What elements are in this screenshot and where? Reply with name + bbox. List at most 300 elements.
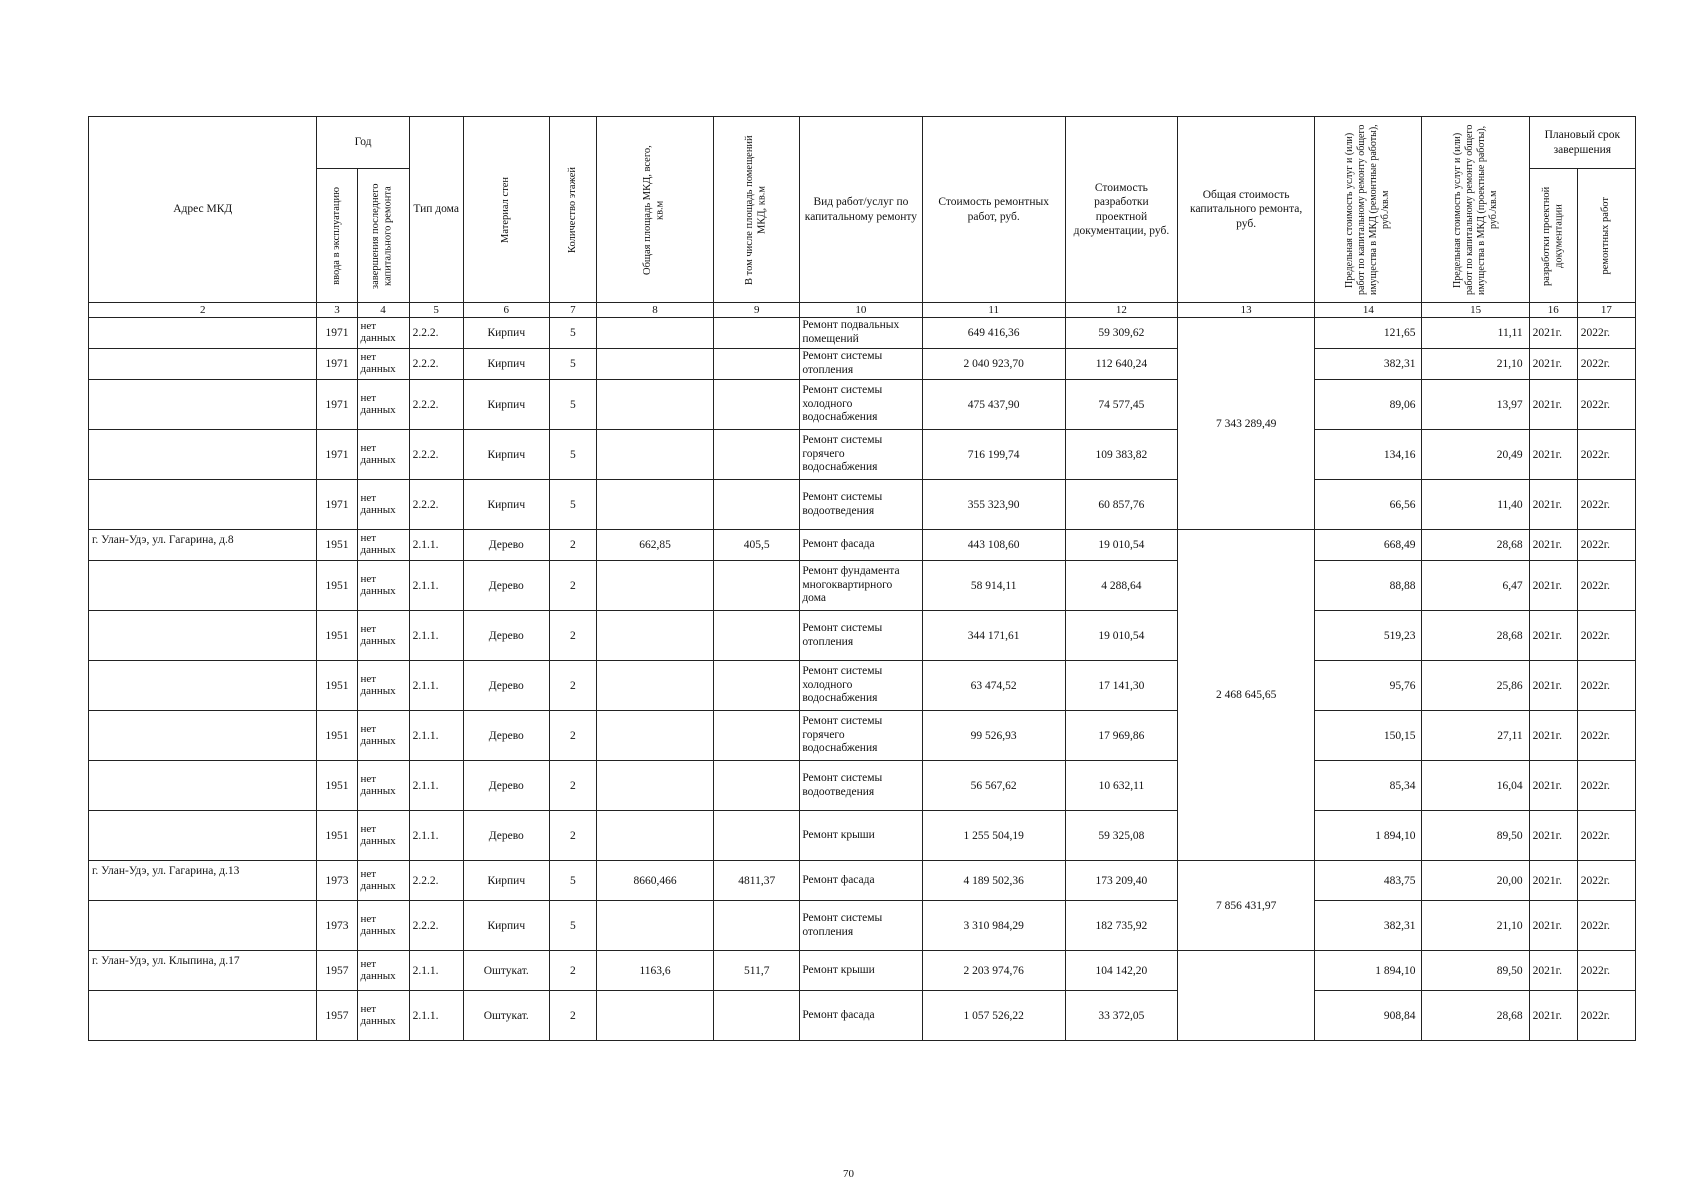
work-type-cell: Ремонт системы отопления <box>800 349 922 380</box>
deadline-design-cell: 2021г. <box>1529 530 1577 561</box>
column-number: 7 <box>549 303 596 318</box>
floors-cell: 2 <box>549 711 596 761</box>
total-area-cell <box>596 661 713 711</box>
limit-design-cell: 28,68 <box>1422 611 1529 661</box>
column-number: 16 <box>1529 303 1577 318</box>
limit-design-cell: 20,00 <box>1422 861 1529 901</box>
premises-area-label: В том числе площадь помещений МКД, кв.м <box>744 134 768 285</box>
limit-repair-cell: 908,84 <box>1315 991 1422 1041</box>
limit-design-cell: 11,11 <box>1422 318 1529 349</box>
year-last-repair-cell: нет данных <box>357 711 409 761</box>
limit-design-cell: 25,86 <box>1422 661 1529 711</box>
year-last-repair-cell: нет данных <box>357 901 409 951</box>
deadline-repair-cell: 2022г. <box>1577 811 1635 861</box>
page-number: 70 <box>843 1168 854 1180</box>
limit-repair-cell: 134,16 <box>1315 430 1422 480</box>
premises-area-cell: 511,7 <box>714 951 800 991</box>
col-work-type: Вид работ/услуг по капитальному ремонту <box>800 117 922 303</box>
limit-design-cell: 89,50 <box>1422 951 1529 991</box>
limit-repair-cell: 382,31 <box>1315 901 1422 951</box>
year-commission-cell: 1951 <box>317 761 357 811</box>
repair-cost-cell: 3 310 984,29 <box>922 901 1065 951</box>
house-type-cell: 2.2.2. <box>409 901 463 951</box>
floors-cell: 2 <box>549 811 596 861</box>
address-cell <box>89 611 317 661</box>
table-row <box>89 349 1636 380</box>
table-row <box>89 661 1636 711</box>
deadline-design-label: разработки проектной документации <box>1540 185 1565 286</box>
year-last-repair-cell: нет данных <box>357 761 409 811</box>
wall-material-cell: Дерево <box>463 561 549 611</box>
wall-material-cell: Кирпич <box>463 480 549 530</box>
deadline-repair-cell: 2022г. <box>1577 430 1635 480</box>
total-cost-cell: 7 343 289,49 <box>1178 318 1315 530</box>
wall-material-cell: Кирпич <box>463 861 549 901</box>
work-type-cell: Ремонт фасада <box>800 530 922 561</box>
repair-cost-cell: 475 437,90 <box>922 380 1065 430</box>
house-type-cell: 2.2.2. <box>409 380 463 430</box>
deadline-repair-cell: 2022г. <box>1577 530 1635 561</box>
design-cost-cell: 112 640,24 <box>1065 349 1177 380</box>
repair-cost-cell: 2 040 923,70 <box>922 349 1065 380</box>
limit-repair-cell: 1 894,10 <box>1315 811 1422 861</box>
house-type-cell: 2.1.1. <box>409 811 463 861</box>
column-number: 14 <box>1315 303 1422 318</box>
col-total-cost: Общая стоимость капитального ремонта, руб. <box>1178 117 1315 303</box>
address-cell <box>89 901 317 951</box>
year-commission-cell: 1951 <box>317 561 357 611</box>
deadline-repair-cell: 2022г. <box>1577 991 1635 1041</box>
design-cost-cell: 59 325,08 <box>1065 811 1177 861</box>
table-row <box>89 761 1636 811</box>
house-type-cell: 2.1.1. <box>409 530 463 561</box>
year-last-repair-cell: нет данных <box>357 530 409 561</box>
address-cell <box>89 561 317 611</box>
col-design-cost: Стоимость разработки проектной документации, руб. <box>1065 117 1177 303</box>
deadline-design-cell: 2021г. <box>1529 318 1577 349</box>
design-cost-cell: 74 577,45 <box>1065 380 1177 430</box>
year-commission-cell: 1951 <box>317 530 357 561</box>
table-row <box>89 951 1636 991</box>
column-number: 3 <box>317 303 357 318</box>
house-type-cell: 2.1.1. <box>409 661 463 711</box>
total-cost-cell: 2 468 645,65 <box>1178 530 1315 861</box>
design-cost-cell: 173 209,40 <box>1065 861 1177 901</box>
col-deadline-group: Плановый срок завершения <box>1529 117 1635 169</box>
address-cell <box>89 380 317 430</box>
house-type-cell: 2.1.1. <box>409 951 463 991</box>
year-last-repair-cell: нет данных <box>357 561 409 611</box>
total-area-cell: 1163,6 <box>596 951 713 991</box>
limit-repair-label: Предельная стоимость услуг и (или) работ по капитальному ремонту общего имущества в МКД (ремонтные работы), руб./кв.м <box>1344 124 1392 295</box>
col-year-commission <box>317 169 357 303</box>
limit-design-cell: 6,47 <box>1422 561 1529 611</box>
house-type-cell: 2.1.1. <box>409 991 463 1041</box>
deadline-design-cell: 2021г. <box>1529 561 1577 611</box>
repair-cost-cell: 99 526,93 <box>922 711 1065 761</box>
year-commission-cell: 1951 <box>317 611 357 661</box>
work-type-cell: Ремонт системы водоотведения <box>800 480 922 530</box>
deadline-design-cell: 2021г. <box>1529 811 1577 861</box>
column-number: 6 <box>463 303 549 318</box>
limit-design-cell: 16,04 <box>1422 761 1529 811</box>
table-row <box>89 480 1636 530</box>
work-type-cell: Ремонт системы водоотведения <box>800 761 922 811</box>
floors-cell: 2 <box>549 661 596 711</box>
house-type-cell: 2.1.1. <box>409 561 463 611</box>
design-cost-cell: 182 735,92 <box>1065 901 1177 951</box>
year-commission-label: ввода в эксплуатацию <box>330 186 342 285</box>
deadline-design-cell: 2021г. <box>1529 611 1577 661</box>
col-deadline-repair <box>1577 169 1635 303</box>
premises-area-cell <box>714 761 800 811</box>
total-area-cell <box>596 349 713 380</box>
year-commission-cell: 1951 <box>317 661 357 711</box>
limit-repair-cell: 85,34 <box>1315 761 1422 811</box>
year-commission-cell: 1973 <box>317 861 357 901</box>
table-row <box>89 861 1636 901</box>
limit-design-cell: 21,10 <box>1422 349 1529 380</box>
total-area-cell <box>596 480 713 530</box>
col-floors <box>549 117 596 303</box>
deadline-repair-cell: 2022г. <box>1577 951 1635 991</box>
work-type-cell: Ремонт подвальных помещений <box>800 318 922 349</box>
year-commission-cell: 1971 <box>317 480 357 530</box>
year-commission-cell: 1951 <box>317 811 357 861</box>
work-type-cell: Ремонт крыши <box>800 811 922 861</box>
limit-repair-cell: 519,23 <box>1315 611 1422 661</box>
deadline-design-cell: 2021г. <box>1529 661 1577 711</box>
premises-area-cell <box>714 318 800 349</box>
total-area-cell <box>596 318 713 349</box>
total-area-cell <box>596 711 713 761</box>
repair-cost-cell: 443 108,60 <box>922 530 1065 561</box>
col-year-last-repair <box>357 169 409 303</box>
address-cell <box>89 349 317 380</box>
table-row <box>89 318 1636 349</box>
year-last-repair-cell: нет данных <box>357 380 409 430</box>
limit-repair-cell: 1 894,10 <box>1315 951 1422 991</box>
year-last-repair-cell: нет данных <box>357 951 409 991</box>
limit-design-cell: 28,68 <box>1422 530 1529 561</box>
deadline-design-cell: 2021г. <box>1529 761 1577 811</box>
deadline-design-cell: 2021г. <box>1529 380 1577 430</box>
total-area-cell <box>596 561 713 611</box>
limit-repair-cell: 150,15 <box>1315 711 1422 761</box>
limit-design-cell: 11,40 <box>1422 480 1529 530</box>
work-type-cell: Ремонт системы горячего водоснабжения <box>800 430 922 480</box>
limit-repair-cell: 668,49 <box>1315 530 1422 561</box>
work-type-cell: Ремонт крыши <box>800 951 922 991</box>
repair-cost-cell: 1 057 526,22 <box>922 991 1065 1041</box>
address-cell <box>89 761 317 811</box>
column-number: 11 <box>922 303 1065 318</box>
total-area-cell <box>596 761 713 811</box>
address-cell: г. Улан-Удэ, ул. Клыпина, д.17 <box>89 951 317 991</box>
limit-repair-cell: 89,06 <box>1315 380 1422 430</box>
deadline-repair-cell: 2022г. <box>1577 480 1635 530</box>
column-number-row <box>89 303 1636 318</box>
year-commission-cell: 1973 <box>317 901 357 951</box>
repair-cost-cell: 355 323,90 <box>922 480 1065 530</box>
work-type-cell: Ремонт системы холодного водоснабжения <box>800 380 922 430</box>
house-type-cell: 2.1.1. <box>409 761 463 811</box>
year-last-repair-label: завершения последнего капитального ремонта <box>370 182 395 289</box>
premises-area-cell <box>714 901 800 951</box>
limit-design-cell: 27,11 <box>1422 711 1529 761</box>
deadline-design-cell: 2021г. <box>1529 951 1577 991</box>
year-last-repair-cell: нет данных <box>357 430 409 480</box>
repair-cost-cell: 1 255 504,19 <box>922 811 1065 861</box>
floors-cell: 5 <box>549 861 596 901</box>
repair-cost-cell: 649 416,36 <box>922 318 1065 349</box>
wall-material-cell: Дерево <box>463 661 549 711</box>
design-cost-cell: 4 288,64 <box>1065 561 1177 611</box>
design-cost-cell: 19 010,54 <box>1065 530 1177 561</box>
premises-area-cell: 4811,37 <box>714 861 800 901</box>
address-cell <box>89 811 317 861</box>
premises-area-cell <box>714 711 800 761</box>
year-commission-cell: 1971 <box>317 380 357 430</box>
column-number: 8 <box>596 303 713 318</box>
repair-cost-cell: 344 171,61 <box>922 611 1065 661</box>
wall-material-cell: Дерево <box>463 530 549 561</box>
limit-design-cell: 13,97 <box>1422 380 1529 430</box>
wall-material-cell: Кирпич <box>463 430 549 480</box>
wall-material-cell: Кирпич <box>463 318 549 349</box>
floors-cell: 5 <box>549 480 596 530</box>
year-commission-cell: 1951 <box>317 711 357 761</box>
design-cost-cell: 59 309,62 <box>1065 318 1177 349</box>
total-area-cell <box>596 380 713 430</box>
repair-cost-cell: 56 567,62 <box>922 761 1065 811</box>
house-type-cell: 2.2.2. <box>409 430 463 480</box>
deadline-design-cell: 2021г. <box>1529 901 1577 951</box>
deadline-repair-cell: 2022г. <box>1577 861 1635 901</box>
floors-cell: 5 <box>549 349 596 380</box>
address-cell: г. Улан-Удэ, ул. Гагарина, д.8 <box>89 530 317 561</box>
column-number: 9 <box>714 303 800 318</box>
floors-cell: 5 <box>549 901 596 951</box>
wall-material-cell: Оштукат. <box>463 951 549 991</box>
year-last-repair-cell: нет данных <box>357 349 409 380</box>
table-row <box>89 901 1636 951</box>
wall-material-cell: Кирпич <box>463 380 549 430</box>
wall-material-cell: Дерево <box>463 611 549 661</box>
deadline-repair-cell: 2022г. <box>1577 349 1635 380</box>
table-row <box>89 430 1636 480</box>
address-cell <box>89 661 317 711</box>
limit-design-cell: 20,49 <box>1422 430 1529 480</box>
table-row <box>89 561 1636 611</box>
work-type-cell: Ремонт системы отопления <box>800 611 922 661</box>
table-row <box>89 380 1636 430</box>
floors-cell: 2 <box>549 611 596 661</box>
total-area-cell <box>596 991 713 1041</box>
column-number: 17 <box>1577 303 1635 318</box>
deadline-design-cell: 2021г. <box>1529 991 1577 1041</box>
wall-material-cell: Дерево <box>463 761 549 811</box>
design-cost-cell: 17 141,30 <box>1065 661 1177 711</box>
table-row <box>89 711 1636 761</box>
house-type-cell: 2.2.2. <box>409 861 463 901</box>
limit-repair-cell: 483,75 <box>1315 861 1422 901</box>
wall-material-cell: Дерево <box>463 711 549 761</box>
premises-area-cell <box>714 349 800 380</box>
year-commission-cell: 1971 <box>317 318 357 349</box>
table-row <box>89 530 1636 561</box>
total-area-cell <box>596 430 713 480</box>
table-body <box>89 318 1636 1041</box>
house-type-cell: 2.1.1. <box>409 711 463 761</box>
limit-design-label: Предельная стоимость услуг и (или) работ по капитальному ремонту общего имущества в МКД (проектные работы), руб./кв.м <box>1451 124 1499 295</box>
wall-material-cell: Кирпич <box>463 349 549 380</box>
premises-area-cell <box>714 430 800 480</box>
deadline-design-cell: 2021г. <box>1529 861 1577 901</box>
total-area-cell <box>596 901 713 951</box>
total-cost-cell <box>1178 951 1315 1041</box>
deadline-repair-cell: 2022г. <box>1577 318 1635 349</box>
work-type-cell: Ремонт системы отопления <box>800 901 922 951</box>
year-last-repair-cell: нет данных <box>357 611 409 661</box>
deadline-design-cell: 2021г. <box>1529 430 1577 480</box>
repair-cost-cell: 4 189 502,36 <box>922 861 1065 901</box>
col-wall-material <box>463 117 549 303</box>
col-deadline-design <box>1529 169 1577 303</box>
deadline-design-cell: 2021г. <box>1529 480 1577 530</box>
deadline-repair-cell: 2022г. <box>1577 380 1635 430</box>
repair-cost-cell: 58 914,11 <box>922 561 1065 611</box>
wall-material-cell: Оштукат. <box>463 991 549 1041</box>
house-type-cell: 2.2.2. <box>409 318 463 349</box>
wall-material-cell: Кирпич <box>463 901 549 951</box>
floors-cell: 2 <box>549 951 596 991</box>
total-area-cell: 662,85 <box>596 530 713 561</box>
deadline-repair-cell: 2022г. <box>1577 901 1635 951</box>
col-house-type: Тип дома <box>409 117 463 303</box>
year-last-repair-cell: нет данных <box>357 661 409 711</box>
floors-cell: 2 <box>549 761 596 811</box>
column-number: 10 <box>800 303 922 318</box>
work-type-cell: Ремонт фундамента многоквартирного дома <box>800 561 922 611</box>
deadline-repair-cell: 2022г. <box>1577 661 1635 711</box>
col-repair-cost: Стоимость ремонтных работ, руб. <box>922 117 1065 303</box>
year-commission-cell: 1957 <box>317 951 357 991</box>
design-cost-cell: 109 383,82 <box>1065 430 1177 480</box>
limit-design-cell: 89,50 <box>1422 811 1529 861</box>
column-number: 5 <box>409 303 463 318</box>
premises-area-cell <box>714 480 800 530</box>
year-last-repair-cell: нет данных <box>357 861 409 901</box>
table-row <box>89 811 1636 861</box>
col-limit-repair <box>1315 117 1422 303</box>
limit-design-cell: 28,68 <box>1422 991 1529 1041</box>
limit-repair-cell: 88,88 <box>1315 561 1422 611</box>
deadline-repair-label: ремонтных работ <box>1600 196 1612 275</box>
total-area-cell <box>596 611 713 661</box>
floors-cell: 5 <box>549 430 596 480</box>
deadline-repair-cell: 2022г. <box>1577 611 1635 661</box>
year-last-repair-cell: нет данных <box>357 318 409 349</box>
work-type-cell: Ремонт фасада <box>800 861 922 901</box>
address-cell <box>89 430 317 480</box>
design-cost-cell: 60 857,76 <box>1065 480 1177 530</box>
premises-area-cell: 405,5 <box>714 530 800 561</box>
design-cost-cell: 19 010,54 <box>1065 611 1177 661</box>
deadline-repair-cell: 2022г. <box>1577 561 1635 611</box>
column-number: 2 <box>89 303 317 318</box>
address-cell <box>89 711 317 761</box>
repair-cost-cell: 63 474,52 <box>922 661 1065 711</box>
limit-design-cell: 21,10 <box>1422 901 1529 951</box>
limit-repair-cell: 121,65 <box>1315 318 1422 349</box>
work-type-cell: Ремонт системы горячего водоснабжения <box>800 711 922 761</box>
design-cost-cell: 17 969,86 <box>1065 711 1177 761</box>
limit-repair-cell: 95,76 <box>1315 661 1422 711</box>
capital-repair-table <box>88 116 1636 1041</box>
deadline-design-cell: 2021г. <box>1529 349 1577 380</box>
year-commission-cell: 1971 <box>317 349 357 380</box>
total-area-cell <box>596 811 713 861</box>
floors-label: Количество этажей <box>566 166 578 253</box>
year-commission-cell: 1957 <box>317 991 357 1041</box>
floors-cell: 2 <box>549 561 596 611</box>
premises-area-cell <box>714 380 800 430</box>
repair-cost-cell: 2 203 974,76 <box>922 951 1065 991</box>
premises-area-cell <box>714 611 800 661</box>
column-number: 13 <box>1178 303 1315 318</box>
year-last-repair-cell: нет данных <box>357 480 409 530</box>
premises-area-cell <box>714 991 800 1041</box>
col-limit-design <box>1422 117 1529 303</box>
premises-area-cell <box>714 561 800 611</box>
table-row <box>89 611 1636 661</box>
house-type-cell: 2.1.1. <box>409 611 463 661</box>
floors-cell: 2 <box>549 991 596 1041</box>
house-type-cell: 2.2.2. <box>409 349 463 380</box>
address-cell: г. Улан-Удэ, ул. Гагарина, д.13 <box>89 861 317 901</box>
address-cell <box>89 318 317 349</box>
deadline-repair-cell: 2022г. <box>1577 761 1635 811</box>
limit-repair-cell: 66,56 <box>1315 480 1422 530</box>
limit-repair-cell: 382,31 <box>1315 349 1422 380</box>
col-year-group: Год <box>317 117 409 169</box>
wall-material-cell: Дерево <box>463 811 549 861</box>
col-premises-area <box>714 117 800 303</box>
wall-material-label: Материал стен <box>499 176 511 243</box>
total-area-cell: 8660,466 <box>596 861 713 901</box>
total-cost-cell: 7 856 431,97 <box>1178 861 1315 951</box>
deadline-design-cell: 2021г. <box>1529 711 1577 761</box>
premises-area-cell <box>714 661 800 711</box>
design-cost-cell: 10 632,11 <box>1065 761 1177 811</box>
design-cost-cell: 33 372,05 <box>1065 991 1177 1041</box>
col-address: Адрес МКД <box>89 117 317 303</box>
work-type-cell: Ремонт фасада <box>800 991 922 1041</box>
house-type-cell: 2.2.2. <box>409 480 463 530</box>
column-number: 4 <box>357 303 409 318</box>
column-number: 15 <box>1422 303 1529 318</box>
deadline-repair-cell: 2022г. <box>1577 711 1635 761</box>
column-number: 12 <box>1065 303 1177 318</box>
address-cell <box>89 480 317 530</box>
col-total-area <box>596 117 713 303</box>
floors-cell: 5 <box>549 318 596 349</box>
year-commission-cell: 1971 <box>317 430 357 480</box>
table-row <box>89 991 1636 1041</box>
design-cost-cell: 104 142,20 <box>1065 951 1177 991</box>
total-area-label: Общая площадь МКД, всего, кв.м <box>642 144 667 275</box>
